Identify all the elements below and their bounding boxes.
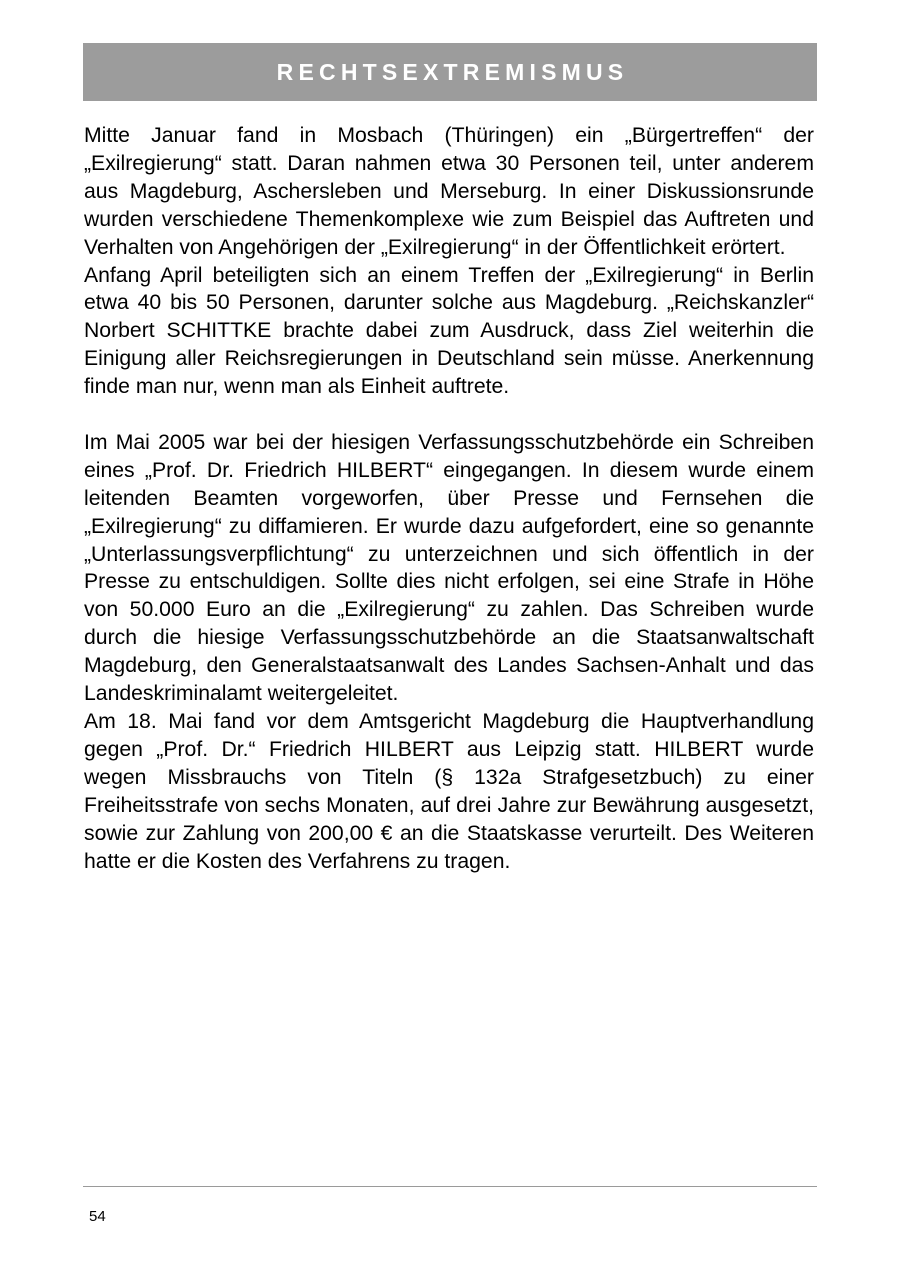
page-number: 54: [89, 1208, 106, 1225]
paragraph-treffen-berlin: Anfang April beteiligten sich an einem Treffen der „Exilregierung“ in Berlin etwa 40 bis 50 Personen, darunter solche aus Magdeburg. „Reichskanzler“ Norbert SCHITTKE brachte dabei zum Ausdruck, dass Ziel weiterhin die Einigung aller Reichsregierungen in Deutschland sein müsse. Anerkennung finde man nur, wenn man als Einheit auftrete.: [84, 263, 814, 399]
paragraph-hauptverhandlung: Am 18. Mai fand vor dem Amtsgericht Magdeburg die Hauptverhandlung gegen „Prof. Dr.“ Friedrich HILBERT aus Leipzig statt. HILBERT wurde wegen Missbrauchs von Titeln (§ 132a Strafgesetzbuch) zu einer Freiheitsstrafe von sechs Monaten, auf drei Jahre zur Bewährung ausgesetzt, sowie zur Zahlung von 200,00 € an die Staatskasse verurteilt. Des Weiteren hatte er die Kosten des Verfahrens zu tragen.: [84, 710, 814, 873]
paragraph-bürgertreffen: Mitte Januar fand in Mosbach (Thüringen) ein „Bürgertreffen“ der „Exilregierung“ statt. Daran nahmen etwa 30 Personen teil, unter anderem aus Magdeburg, Aschersleben und Merseburg. In einer Diskussionsrunde wurden verschiedene Themenkomplexe wie zum Beispiel das Auftreten und Verhalten von Angehörigen der „Exilregierung“ in der Öffentlichkeit erörtert.: [84, 124, 814, 259]
footer-divider: [83, 1186, 817, 1187]
document-body: [84, 122, 814, 875]
section-title: RECHTSEXTREMISMUS: [276, 58, 629, 85]
paragraph-schreiben-hilbert: Im Mai 2005 war bei der hiesigen Verfassungsschutzbehörde ein Schreiben eines „Prof. Dr. Friedrich HILBERT“ eingegangen. In diesem wurde einem leitenden Beamten vorgeworfen, über Presse und Fernsehen die „Exilregierung“ zu diffamieren. Er wurde dazu aufgefordert, eine so genannte „Unterlassungsverpflichtung“ zu unterzeichnen und sich öffentlich in der Presse zu entschuldigen. Sollte dies nicht erfolgen, sei eine Strafe in Höhe von 50.000 Euro an die „Exilregierung“ zu zahlen. Das Schreiben wurde durch die hiesige Verfassungsschutzbehörde an die Staatsanwaltschaft Magdeburg, den Generalstaatsanwalt des Landes Sachsen-Anhalt und das Landeskriminalamt weitergeleitet.: [84, 430, 814, 706]
section-header-bar: [83, 43, 817, 101]
